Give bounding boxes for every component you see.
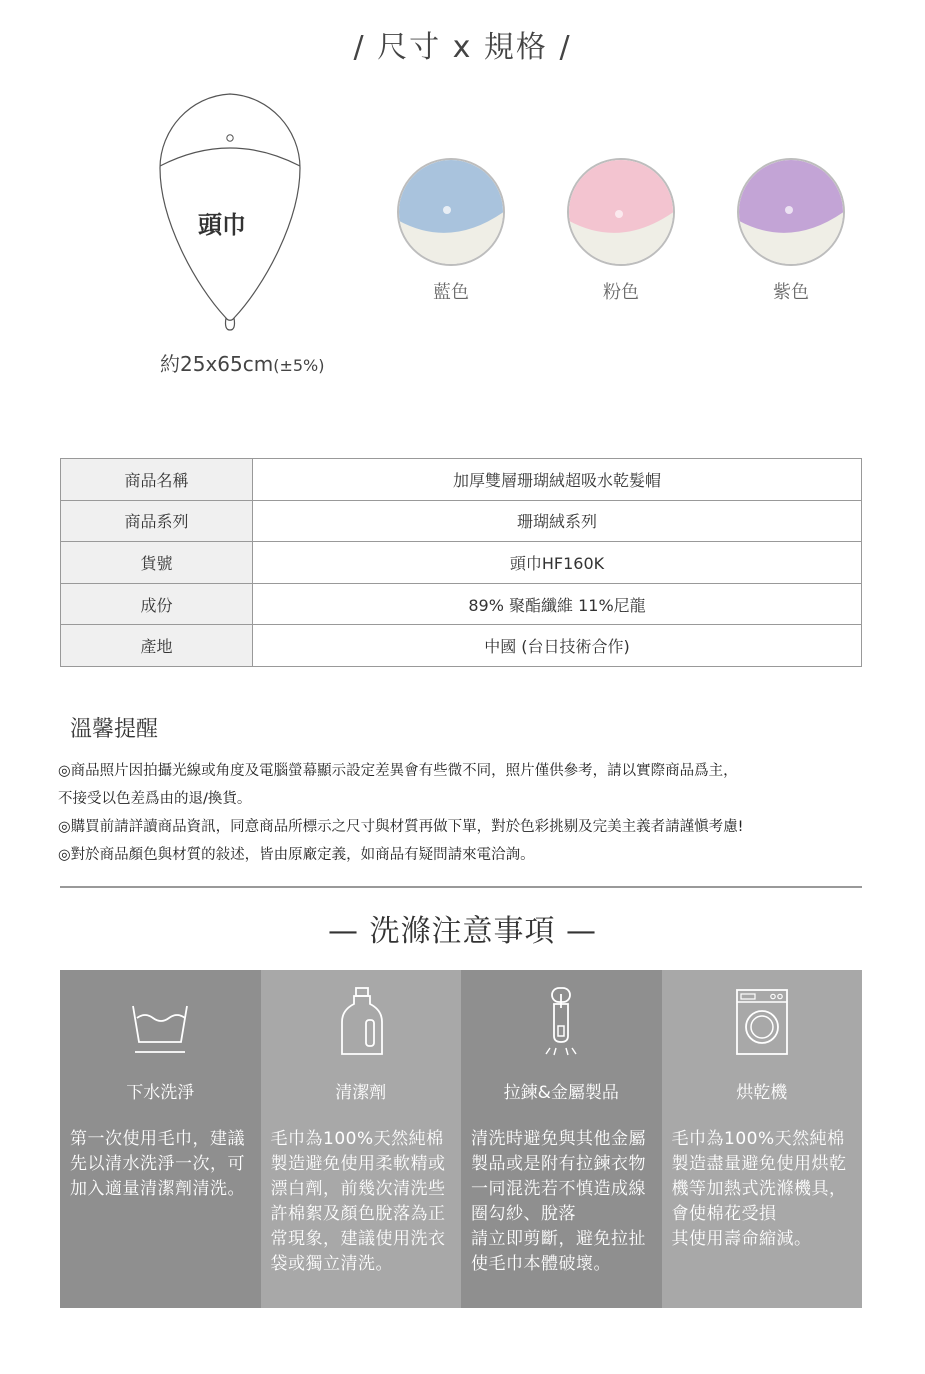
wash-text-line: 清洗時避免與其他金屬 <box>471 1129 646 1149</box>
dryer-icon <box>727 984 797 1059</box>
table-row <box>61 583 862 625</box>
wash-description <box>471 1127 656 1277</box>
wash-text-line: 製造避免使用柔軟精或 <box>270 1154 446 1174</box>
wash-text-line: 請立即剪斷，避免拉扯 <box>471 1229 646 1249</box>
detergent-bottle-icon <box>326 984 396 1059</box>
notice-line: 不接受以色差爲由的退/換貨。 <box>58 791 252 807</box>
wash-card-zipper <box>461 970 662 1308</box>
notice-title: 溫馨提醒 <box>70 717 159 742</box>
wash-caption: 下水洗淨 <box>126 1083 195 1103</box>
wash-text-line: 袋或獨立清洗。 <box>270 1254 393 1274</box>
table-row <box>61 542 862 584</box>
spec-value: 頭巾HF160K <box>253 542 862 584</box>
wash-text-line: 製品或是附有拉鍊衣物 <box>471 1154 646 1174</box>
color-label-blue: 藍色 <box>433 282 469 303</box>
table-row <box>61 500 862 542</box>
blue-cap-image <box>399 160 503 264</box>
wash-text-line: 使毛巾本體破壞。 <box>471 1254 611 1274</box>
wash-description <box>70 1127 255 1202</box>
wash-text-line: 機等加熱式洗滌機具， <box>671 1179 847 1199</box>
wash-card-hand-wash <box>60 970 261 1308</box>
color-swatch-blue[interactable] <box>397 158 505 266</box>
wash-text-line: 許棉絮及顏色脫落為正 <box>270 1204 446 1224</box>
wash-text-line: 會使棉花受損 <box>671 1204 777 1224</box>
wash-text-line: 先以清水洗淨一次，可 <box>70 1154 245 1174</box>
spec-key: 商品系列 <box>61 500 253 542</box>
wash-text-line: 加入適量清潔劑清洗。 <box>70 1179 245 1199</box>
color-label-pink: 粉色 <box>603 282 639 303</box>
wash-text-line: 其使用壽命縮減。 <box>671 1229 812 1249</box>
notice-line: ◎商品照片因拍攝光線或角度及電腦螢幕顯示設定差異會有些微不同，照片僅供參考，請以實際商品爲主， <box>58 763 738 779</box>
wash-card-dryer <box>662 970 863 1308</box>
spec-value: 珊瑚絨系列 <box>253 500 862 542</box>
wash-text-line: 一同混洗若不慎造成線 <box>471 1179 646 1199</box>
size-value: 約25x65cm <box>160 352 274 376</box>
spec-key: 商品名稱 <box>61 459 253 501</box>
wash-text-line: 常現象，建議使用洗衣 <box>270 1229 446 1249</box>
purple-cap-image <box>739 160 843 264</box>
wash-text-line: 第一次使用毛巾，建議 <box>70 1129 245 1149</box>
section-title-size-spec: / 尺寸 x 規格 / <box>353 30 572 65</box>
size-tolerance: (±5%) <box>273 356 325 375</box>
wash-caption: 烘乾機 <box>736 1083 788 1103</box>
size-text <box>160 348 325 377</box>
wash-card-detergent <box>261 970 462 1308</box>
wash-section-title: — 洗滌注意事項 — <box>327 914 598 949</box>
spec-key: 成份 <box>61 583 253 625</box>
wash-text-line: 製造盡量避免使用烘乾 <box>671 1154 847 1174</box>
wash-description <box>271 1127 456 1277</box>
spec-value: 中國 (台日技術合作) <box>253 625 862 667</box>
color-swatch-pink[interactable] <box>567 158 675 266</box>
wash-description <box>672 1127 857 1252</box>
spec-value: 89% 聚酯纖維 11%尼龍 <box>253 583 862 625</box>
table-row <box>61 459 862 501</box>
spec-value: 加厚雙層珊瑚絨超吸水乾髮帽 <box>253 459 862 501</box>
wash-text-line: 毛巾為100%天然純棉 <box>270 1129 444 1149</box>
wash-basin-icon <box>125 984 195 1059</box>
wash-text-line: 圈勾紗、脫落 <box>471 1204 576 1224</box>
color-swatch-purple[interactable] <box>737 158 845 266</box>
notice-line: ◎購買前請詳讀商品資訊，同意商品所標示之尺寸與材質再做下單，對於色彩挑剔及完美主義者請謹愼考慮! <box>58 819 744 835</box>
wash-text-line: 漂白劑，前幾次清洗些 <box>270 1179 446 1199</box>
divider <box>60 886 862 888</box>
table-row <box>61 625 862 667</box>
wash-text-line: 毛巾為100%天然純棉 <box>671 1129 845 1149</box>
pink-cap-image <box>569 160 673 264</box>
spec-table <box>60 458 862 667</box>
color-label-purple: 紫色 <box>773 282 809 303</box>
wash-caption: 清潔劑 <box>335 1083 387 1103</box>
wash-instructions-grid <box>60 970 862 1308</box>
spec-key: 貨號 <box>61 542 253 584</box>
zipper-icon <box>526 984 596 1059</box>
spec-key: 產地 <box>61 625 253 667</box>
sketch-label: 頭巾 <box>198 211 246 239</box>
wash-caption: 拉鍊&金屬製品 <box>503 1083 619 1103</box>
notice-line: ◎對於商品顏色與材質的敍述，皆由原廠定義，如商品有疑問請來電洽詢。 <box>58 847 535 863</box>
